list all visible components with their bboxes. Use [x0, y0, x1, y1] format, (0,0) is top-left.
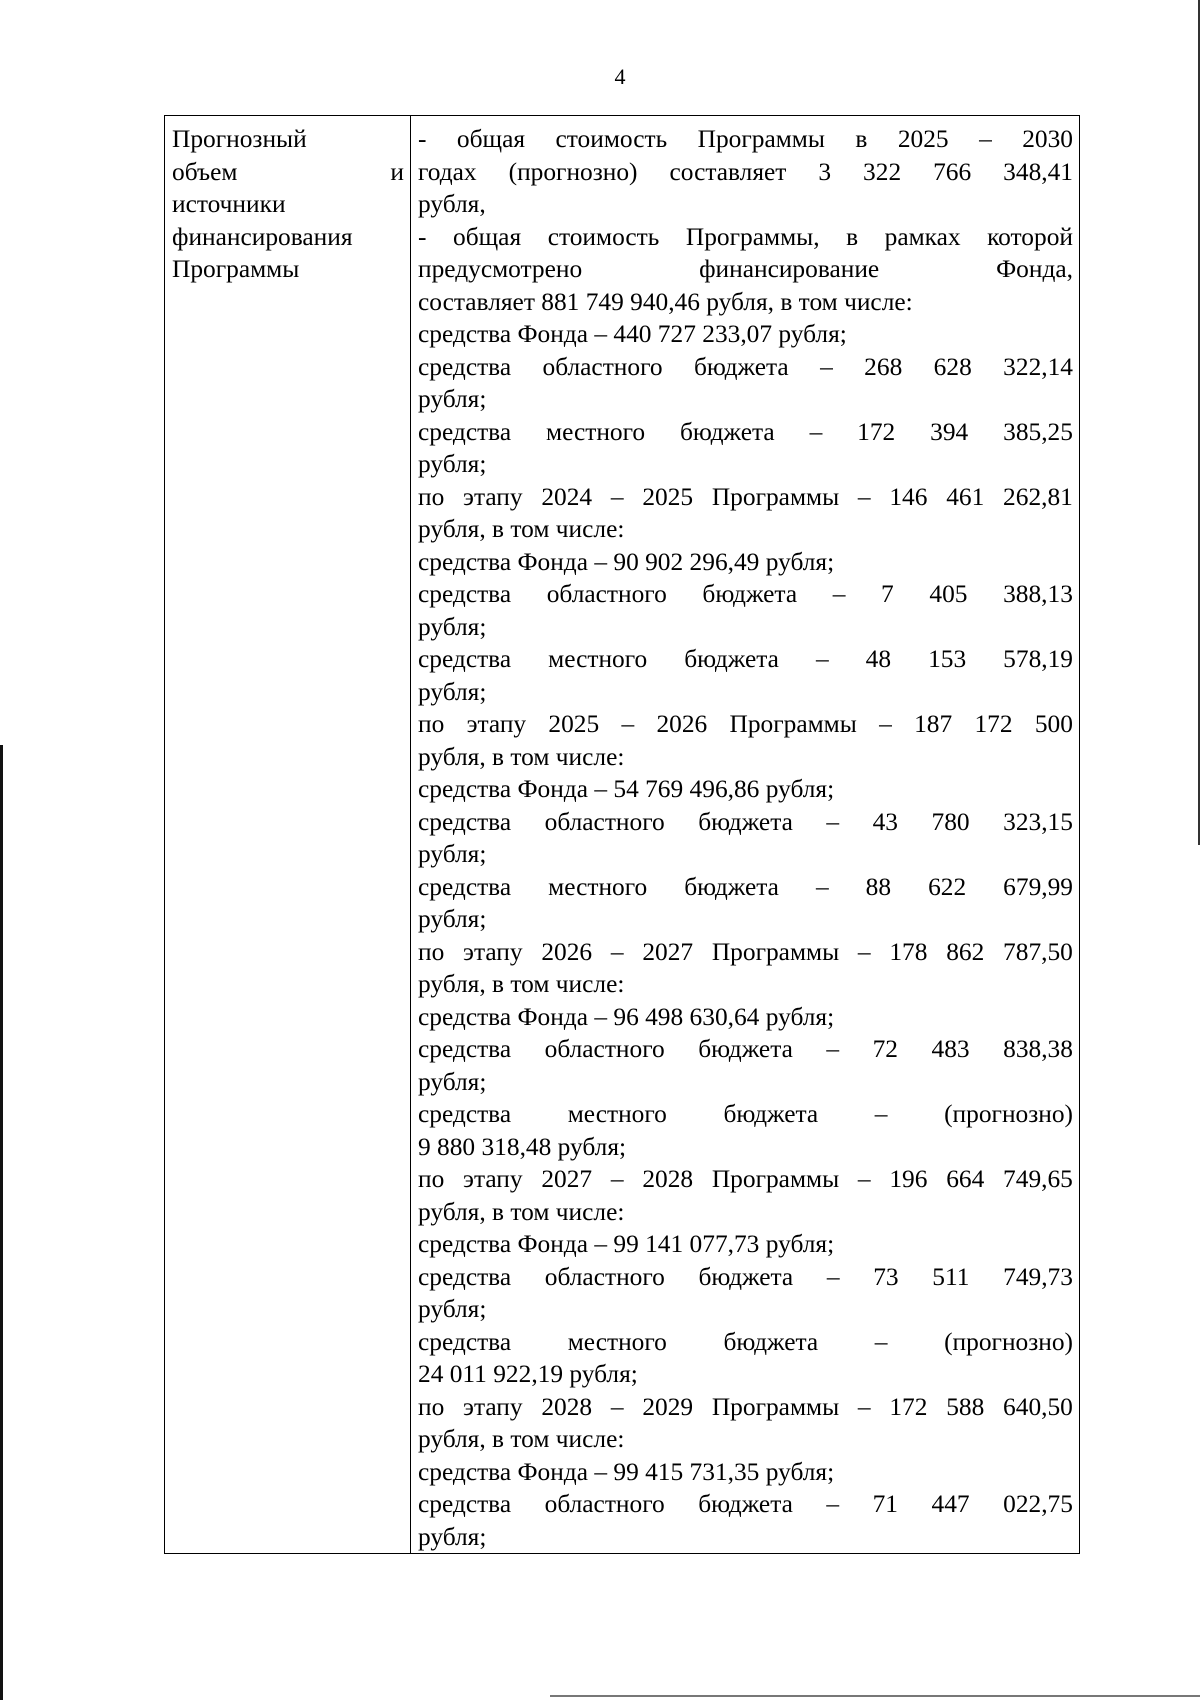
program-funding-table [164, 115, 1080, 1554]
funding-line: по этапу 2024 – 2025 Программы – 146 461 262,81 [418, 482, 1073, 511]
section-label-line: Программы [172, 255, 300, 283]
funding-line: средства Фонда – 54 769 496,86 рубля; [418, 775, 835, 803]
funding-line: средства Фонда – 99 415 731,35 рубля; [418, 1457, 835, 1486]
funding-line: средства местного бюджета – (прогнозно) [418, 1327, 1073, 1356]
funding-line: рубля, в том числе: [418, 515, 625, 543]
funding-line: рубля, в том числе: [418, 970, 625, 998]
funding-line: средства областного бюджета – 43 780 323,15 [418, 807, 1073, 836]
funding-line: средства местного бюджета – 88 622 679,99 [418, 872, 1073, 901]
funding-line: средства областного бюджета – 73 511 749,73 [418, 1262, 1073, 1291]
funding-line: по этапу 2026 – 2027 Программы – 178 862 787,50 [418, 937, 1073, 966]
funding-line: средства Фонда – 99 141 077,73 рубля; [418, 1230, 835, 1258]
funding-line: рубля; [418, 1067, 487, 1096]
funding-line: средства областного бюджета – 268 628 322,14 [418, 352, 1073, 381]
funding-line: по этапу 2028 – 2029 Программы – 172 588 640,50 [418, 1392, 1073, 1421]
funding-line: рубля, [418, 190, 486, 218]
funding-line: по этапу 2025 – 2026 Программы – 187 172 500 [418, 710, 1073, 738]
funding-line: 24 011 922,19 рубля; [418, 1360, 638, 1388]
funding-line: рубля; [418, 1522, 487, 1551]
funding-line: 9 880 318,48 рубля; [418, 1132, 627, 1161]
funding-line: средства местного бюджета – (прогнозно) [418, 1100, 1073, 1128]
funding-details-cell [411, 116, 1080, 1554]
page-number: 4 [614, 64, 626, 89]
section-label-line: Прогнозный [172, 125, 307, 153]
section-label-line: источники [172, 190, 286, 218]
funding-line: годах (прогнозно) составляет 3 322 766 348,41 [418, 157, 1073, 186]
funding-line: рубля, в том числе: [418, 1197, 625, 1226]
section-label-cell [165, 116, 411, 1554]
funding-line: рубля; [418, 385, 487, 413]
funding-line: средства областного бюджета – 7 405 388,13 [418, 580, 1073, 608]
funding-line: предусмотрено финансирование Фонда, [418, 255, 1073, 283]
funding-line: средства Фонда – 90 902 296,49 рубля; [418, 547, 835, 576]
funding-line: средства местного бюджета – 48 153 578,19 [418, 645, 1073, 673]
scan-edge-bottom [550, 1695, 1200, 1697]
funding-line: рубля; [418, 450, 487, 478]
funding-line: составляет 881 749 940,46 рубля, в том числе: [418, 287, 913, 316]
funding-line: по этапу 2027 – 2028 Программы – 196 664 749,65 [418, 1165, 1073, 1193]
section-label-line: финансирования [172, 222, 353, 251]
funding-line: средства областного бюджета – 72 483 838,38 [418, 1035, 1073, 1063]
funding-line: средства местного бюджета – 172 394 385,25 [418, 417, 1073, 446]
funding-line: средства Фонда – 440 727 233,07 рубля; [418, 320, 847, 348]
funding-line: рубля; [418, 612, 487, 641]
funding-line: средства областного бюджета – 71 447 022,75 [418, 1490, 1073, 1518]
funding-line: рубля; [418, 905, 487, 933]
funding-line: рубля; [418, 840, 487, 868]
funding-text [418, 123, 1073, 1553]
funding-line: - общая стоимость Программы, в рамках которой [418, 222, 1073, 251]
funding-line: рубля; [418, 677, 487, 706]
funding-line: рубля, в том числе: [418, 1425, 625, 1453]
funding-line: средства Фонда – 96 498 630,64 рубля; [418, 1002, 835, 1031]
table-row [165, 116, 1080, 1554]
funding-line: рубля, в том числе: [418, 742, 625, 771]
funding-line: рубля; [418, 1295, 487, 1323]
funding-line: - общая стоимость Программы в 2025 – 2030 [418, 125, 1073, 153]
section-label-line: объем и [172, 157, 404, 186]
scan-edge-left [0, 745, 3, 1700]
